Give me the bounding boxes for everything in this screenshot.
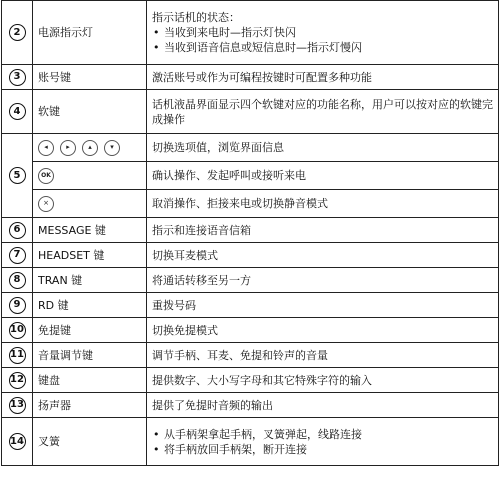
item-name: 软键 [33, 90, 147, 134]
item-name: 扬声器 [33, 393, 147, 418]
circled-number: 4 [9, 103, 26, 120]
cancel-key-cell [33, 190, 147, 218]
row-number-cell [2, 134, 33, 218]
row-number-cell [2, 343, 33, 368]
item-description [147, 1, 499, 65]
table-row [2, 418, 499, 466]
table-row [2, 190, 499, 218]
row-number-cell [2, 65, 33, 90]
item-name: 叉簧 [33, 418, 147, 466]
item-description: 确认操作、发起呼叫或接听来电 [147, 162, 499, 190]
row-number-cell [2, 218, 33, 243]
circled-number: 7 [9, 247, 26, 264]
item-name: 免提键 [33, 318, 147, 343]
row-number-cell [2, 418, 33, 466]
up-arrow-key-icon: ▴ [82, 140, 98, 156]
table-row [2, 65, 499, 90]
item-name: 电源指示灯 [33, 1, 147, 65]
circled-number: 9 [9, 297, 26, 314]
item-name: TRAN 键 [33, 268, 147, 293]
navigation-keys-cell [33, 134, 147, 162]
item-description: 取消操作、拒接来电或切换静音模式 [147, 190, 499, 218]
item-name: 键盘 [33, 368, 147, 393]
ok-key-cell [33, 162, 147, 190]
item-name: HEADSET 键 [33, 243, 147, 268]
row-number-cell [2, 1, 33, 65]
description-heading: 指示话机的状态： [152, 11, 240, 24]
item-description: 重拨号码 [147, 293, 499, 318]
down-arrow-key-icon: ▾ [104, 140, 120, 156]
item-description: 提供了免提时音频的输出 [147, 393, 499, 418]
circled-number: 5 [9, 167, 26, 184]
row-number-cell [2, 368, 33, 393]
item-description: 切换选项值，浏览界面信息 [147, 134, 499, 162]
circled-number: 12 [9, 372, 26, 389]
item-name: MESSAGE 键 [33, 218, 147, 243]
function-description-table [1, 0, 499, 466]
row-number-cell [2, 318, 33, 343]
bullet-list [152, 25, 493, 55]
circled-number: 8 [9, 272, 26, 289]
item-description: 调节手柄、耳麦、免提和铃声的音量 [147, 343, 499, 368]
bullet-item: • 将手柄放回手柄架，断开连接 [152, 442, 493, 457]
bullet-item: • 从手柄架拿起手柄，叉簧弹起，线路连接 [152, 427, 493, 442]
table-row [2, 218, 499, 243]
item-description: 指示和连接语音信箱 [147, 218, 499, 243]
item-description: 切换耳麦模式 [147, 243, 499, 268]
table-row [2, 318, 499, 343]
bullet-item: • 当收到来电时—指示灯快闪 [152, 25, 493, 40]
row-number-cell [2, 243, 33, 268]
item-name: 音量调节键 [33, 343, 147, 368]
table-row [2, 134, 499, 162]
circled-number: 13 [9, 397, 26, 414]
item-description: 话机液晶界面显示四个软键对应的功能名称，用户可以按对应的软键完成操作 [147, 90, 499, 134]
table-row [2, 162, 499, 190]
table-row [2, 268, 499, 293]
table-row [2, 1, 499, 65]
row-number-cell [2, 293, 33, 318]
ok-key-icon: OK [38, 168, 54, 184]
item-name: RD 键 [33, 293, 147, 318]
row-number-cell [2, 90, 33, 134]
row-number-cell [2, 268, 33, 293]
cancel-key-icon: × [38, 196, 54, 212]
item-description: 提供数字、大小写字母和其它特殊字符的输入 [147, 368, 499, 393]
bullet-item: • 当收到语音信息或短信息时—指示灯慢闪 [152, 40, 493, 55]
bullet-list [152, 427, 493, 457]
table-row [2, 343, 499, 368]
item-description [147, 418, 499, 466]
left-arrow-key-icon: ◂ [38, 140, 54, 156]
item-name: 账号键 [33, 65, 147, 90]
right-arrow-key-icon: ▸ [60, 140, 76, 156]
table-row [2, 368, 499, 393]
circled-number: 6 [9, 222, 26, 239]
table-row [2, 243, 499, 268]
table-row [2, 90, 499, 134]
row-number-cell [2, 393, 33, 418]
table-row [2, 393, 499, 418]
item-description: 切换免提模式 [147, 318, 499, 343]
circled-number: 10 [9, 322, 26, 339]
circled-number: 11 [9, 347, 26, 364]
circled-number: 2 [9, 24, 26, 41]
table-row [2, 293, 499, 318]
circled-number: 14 [9, 433, 26, 450]
item-description: 将通话转移至另一方 [147, 268, 499, 293]
circled-number: 3 [9, 69, 26, 86]
item-description: 激活账号或作为可编程按键时可配置多种功能 [147, 65, 499, 90]
